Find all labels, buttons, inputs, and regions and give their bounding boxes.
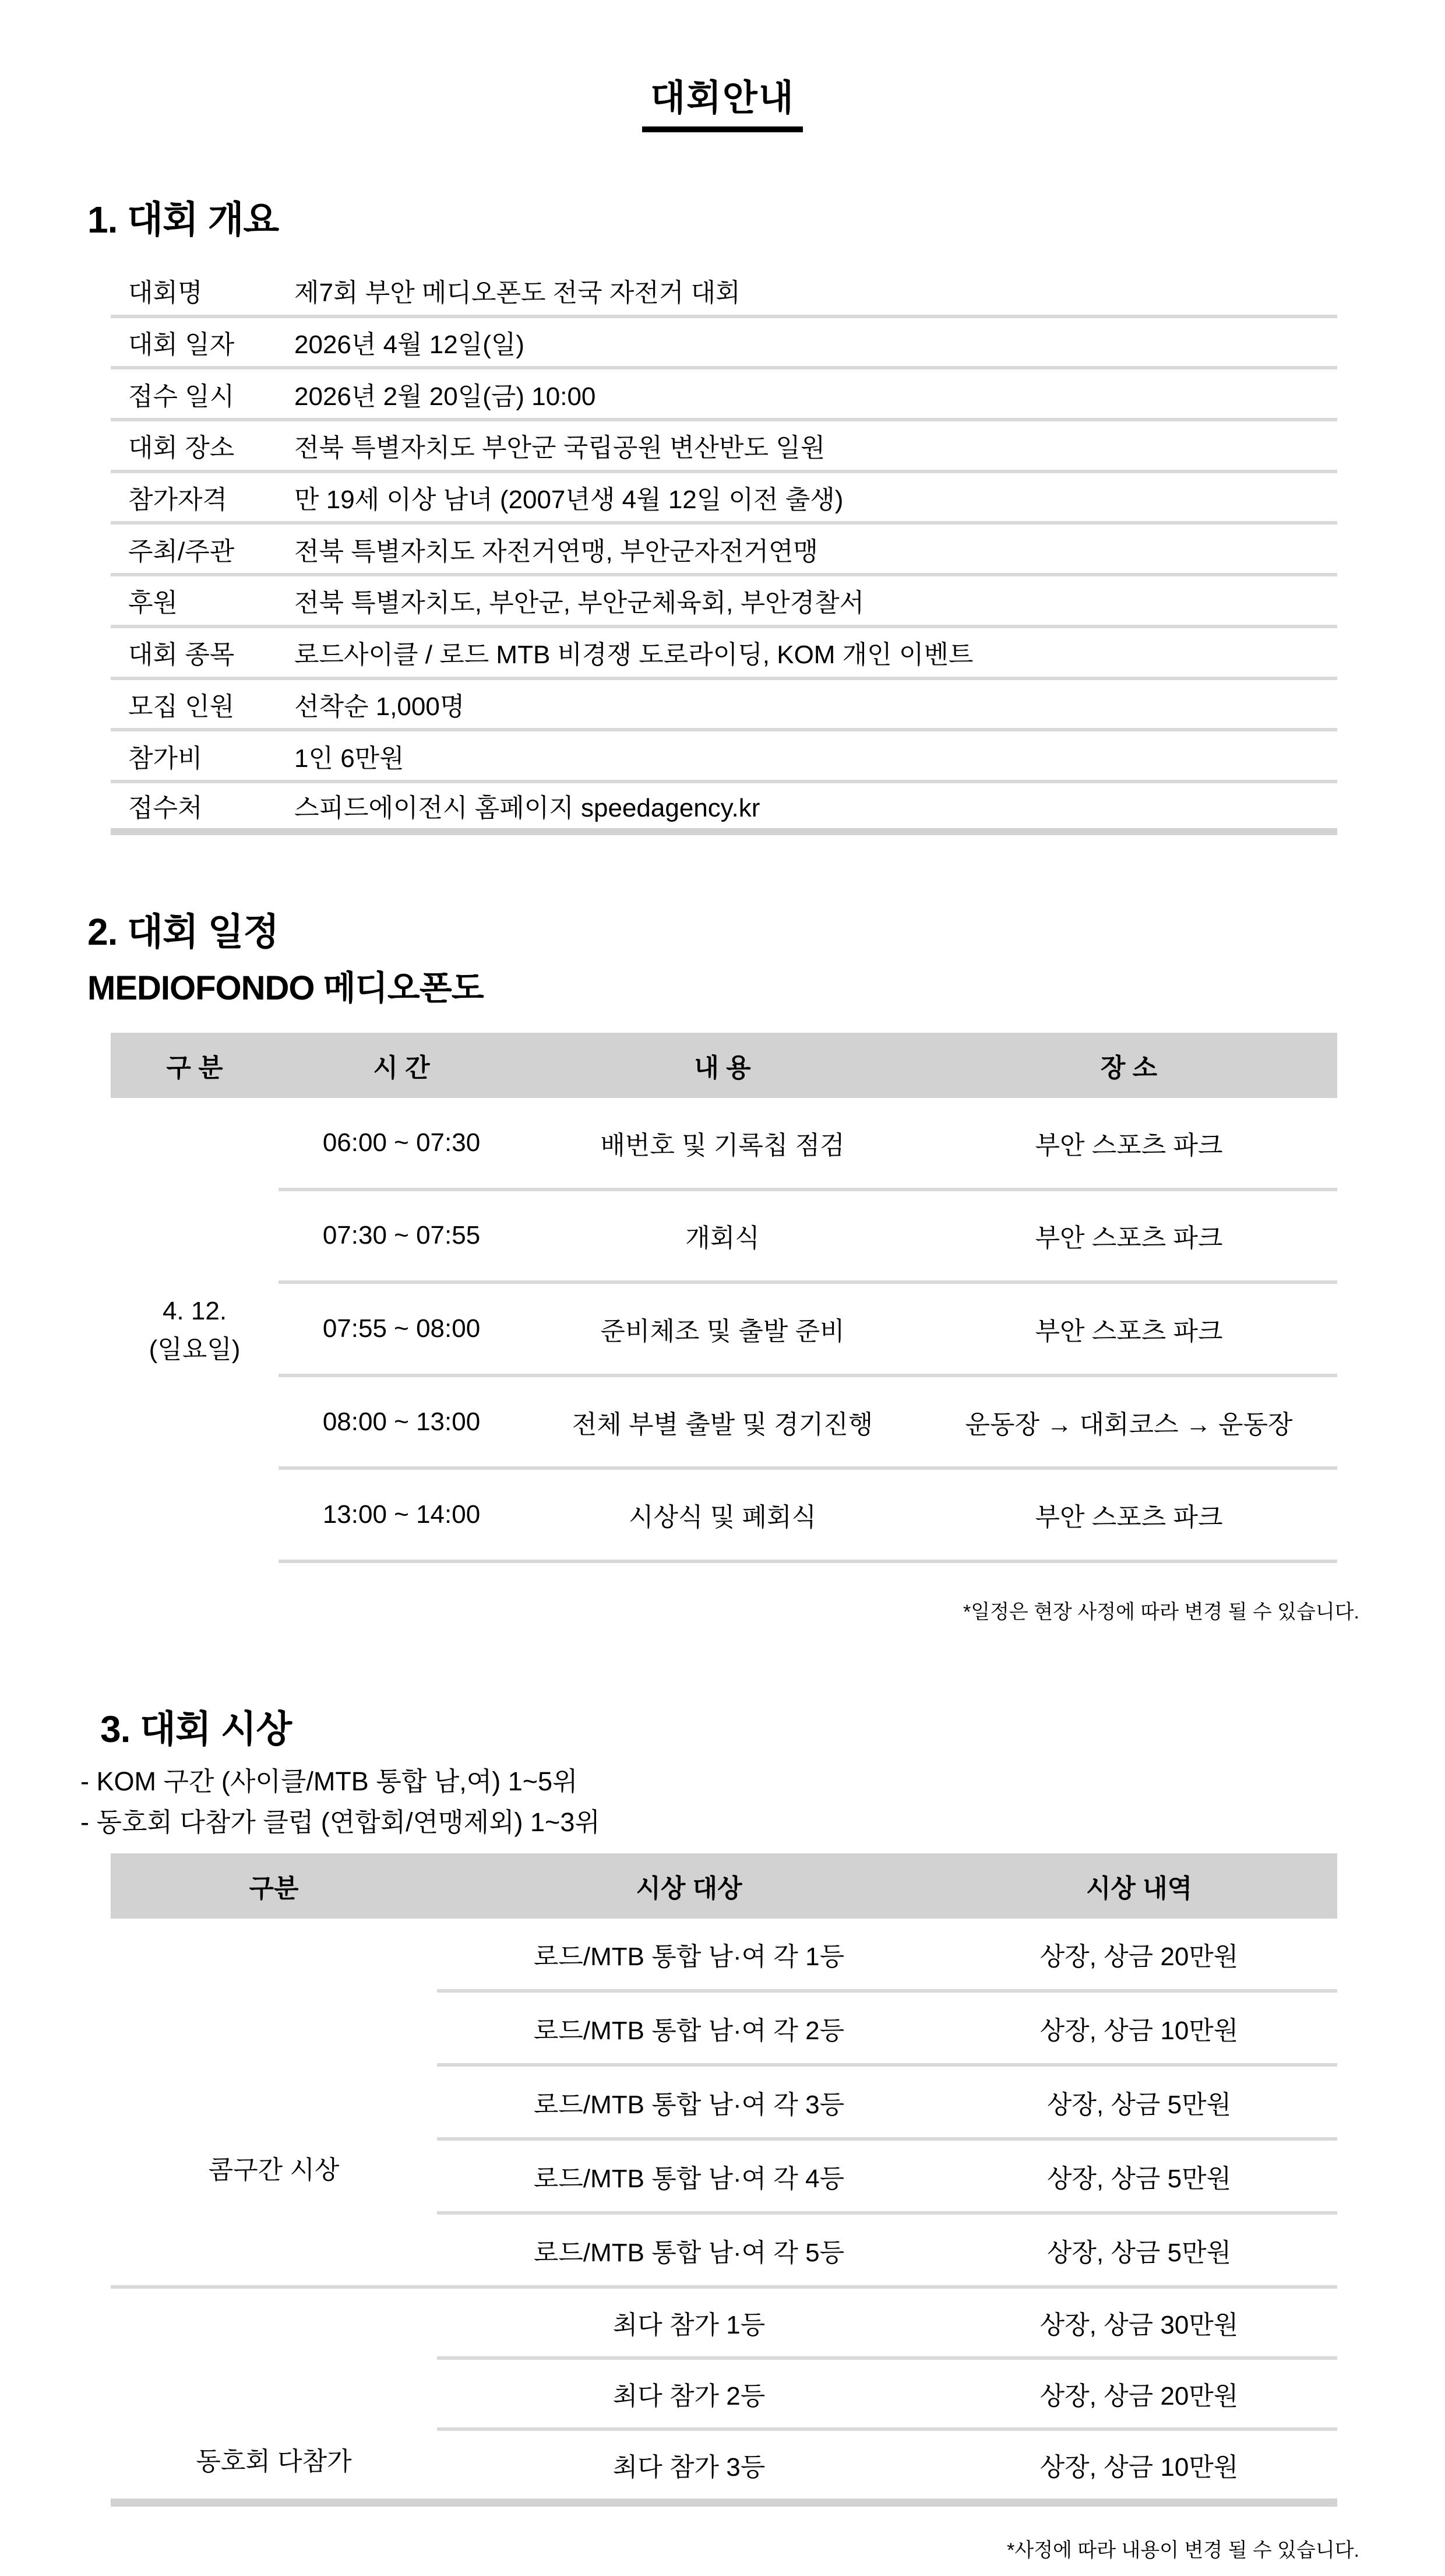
row-value: 2026년 4월 12일(일) [294,330,525,360]
content-cell: 배번호 및 기록칩 점검 [600,1131,845,1160]
row-label: 대회 일자 [128,330,235,360]
row-label: 후원 [128,589,178,618]
table-row [111,576,1337,628]
time-cell: 07:55 ~ 08:00 [322,1314,481,1343]
column-header: 구 분 [166,1054,223,1082]
date-line: 4. 12. [162,1297,227,1325]
table-row [111,369,1337,421]
award-group-label: 동호회 다참가 [196,2447,352,2476]
award-prize-cell: 상장, 상금 5만원 [1046,2090,1232,2119]
row-label: 대회 장소 [128,434,235,463]
column-header: 시상 대상 [636,1874,742,1903]
time-cell: 06:00 ~ 07:30 [322,1128,481,1157]
row-label: 접수 일시 [128,382,235,411]
section2-subtitle: MEDIOFONDO 메디오폰도 [87,969,484,1007]
column-header: 구분 [249,1874,299,1903]
time-cell: 07:30 ~ 07:55 [322,1221,481,1250]
row-label: 접수처 [128,794,203,823]
row-value: 만 19세 이상 남녀 (2007년생 4월 12일 이전 출생) [294,485,844,515]
row-value: 로드사이클 / 로드 MTB 비경쟁 도로라이딩, KOM 개인 이벤트 [294,641,974,670]
award-prize-cell: 상장, 상금 30만원 [1039,2311,1239,2339]
row-value: 선착순 1,000명 [294,692,465,721]
table-row [111,1191,1337,1281]
table-row [111,1098,1337,1188]
content-cell: 준비체조 및 출발 준비 [600,1317,845,1346]
award-prize-cell: 상장, 상금 20만원 [1039,2382,1239,2410]
table-row [111,421,1337,473]
table-row [111,1284,1337,1374]
table-row [111,266,1337,318]
table-bottom-divider [279,1560,1337,1563]
award-target-cell: 로드/MTB 통합 남·여 각 5등 [533,2238,845,2267]
time-cell: 13:00 ~ 14:00 [322,1500,481,1529]
schedule-table [111,1033,1337,1563]
schedule-body [111,1098,1337,1563]
row-label: 참가비 [128,744,203,773]
awards-footnote: *사정에 따라 내용이 변경 될 수 있습니다. [1007,2539,1359,2561]
row-value: 1인 6만원 [294,744,404,773]
place-cell: 부안 스포츠 파크 [1035,1224,1223,1253]
time-cell: 08:00 ~ 13:00 [322,1407,481,1436]
row-label: 대회 종목 [128,641,235,670]
title-bar [0,69,1445,132]
award-prize-cell: 상장, 상금 5만원 [1046,2164,1232,2193]
place-cell: 부안 스포츠 파크 [1035,1317,1223,1346]
section3-heading: 3. 대회 시상 [100,1708,292,1750]
row-value: 전북 특별자치도, 부안군, 부안군체육회, 부안경찰서 [294,589,865,618]
row-value: 스피드에이전시 홈페이지 speedagency.kr [294,794,760,823]
row-label: 대회명 [128,279,203,308]
place-cell: 부안 스포츠 파크 [1035,1131,1223,1160]
row-value: 전북 특별자치도 자전거연맹, 부안군자전거연맹 [294,537,818,566]
award-prize-cell: 상장, 상금 20만원 [1039,1942,1239,1971]
row-value: 제7회 부안 메디오폰도 전국 자전거 대회 [294,279,741,308]
awards-body [111,1919,1337,2507]
award-target-cell: 로드/MTB 통합 남·여 각 3등 [533,2090,845,2119]
table-row [111,680,1337,732]
column-header: 시 간 [373,1054,430,1082]
row-label: 주최/주관 [128,537,235,566]
award-target-cell: 최다 참가 1등 [612,2311,766,2339]
section2-heading: 2. 대회 일정 [87,911,279,953]
awards-table [111,1853,1337,2507]
page-title: 대회안내 [642,69,803,132]
award-target-cell: 로드/MTB 통합 남·여 각 2등 [533,2016,845,2045]
award-target-cell: 최다 참가 3등 [612,2453,766,2482]
schedule-date-cell [111,1098,279,1563]
table-row [111,1919,1337,1989]
content-cell: 전체 부별 출발 및 경기진행 [572,1410,873,1439]
overview-table [111,266,1337,835]
table-row [111,318,1337,370]
row-value: 2026년 2월 20일(금) 10:00 [294,382,596,411]
award-bullet: - 동호회 다참가 클럽 (연합회/연맹제외) 1~3위 [80,1807,600,1837]
table-row [111,1470,1337,1560]
award-prize-cell: 상장, 상금 10만원 [1039,2016,1239,2045]
content-cell: 개회식 [685,1224,760,1253]
column-header: 내 용 [694,1054,751,1082]
column-header: 시상 내역 [1085,1874,1193,1903]
table-row [111,731,1337,783]
table-row [111,473,1337,525]
place-cell: 운동장 → 대회코스 → 운동장 [965,1410,1293,1439]
section1-heading: 1. 대회 개요 [87,199,279,241]
column-header: 장 소 [1100,1054,1158,1082]
table-row [111,628,1337,680]
award-group-label: 콤구간 시상 [208,2155,340,2184]
awards-header-row [111,1853,1337,1919]
row-label: 참가자격 [128,485,228,515]
day-line: (일요일) [149,1335,241,1364]
award-bullet: - KOM 구간 (사이클/MTB 통합 남,여) 1~5위 [80,1766,578,1796]
table-row [111,783,1337,835]
award-prize-cell: 상장, 상금 10만원 [1039,2453,1239,2482]
table-row [111,525,1337,576]
schedule-header-row [111,1033,1337,1098]
content-cell: 시상식 및 폐회식 [629,1503,816,1532]
place-cell: 부안 스포츠 파크 [1035,1503,1223,1532]
award-target-cell: 로드/MTB 통합 남·여 각 4등 [533,2164,845,2193]
table-row [111,1377,1337,1467]
row-label: 모집 인원 [128,692,235,721]
schedule-footnote: *일정은 현장 사정에 따라 변경 될 수 있습니다. [963,1601,1359,1623]
row-value: 전북 특별자치도 부안군 국립공원 변산반도 일원 [294,434,826,463]
award-prize-cell: 상장, 상금 5만원 [1046,2238,1232,2267]
award-target-cell: 로드/MTB 통합 남·여 각 1등 [533,1942,845,1971]
award-target-cell: 최다 참가 2등 [612,2382,766,2410]
